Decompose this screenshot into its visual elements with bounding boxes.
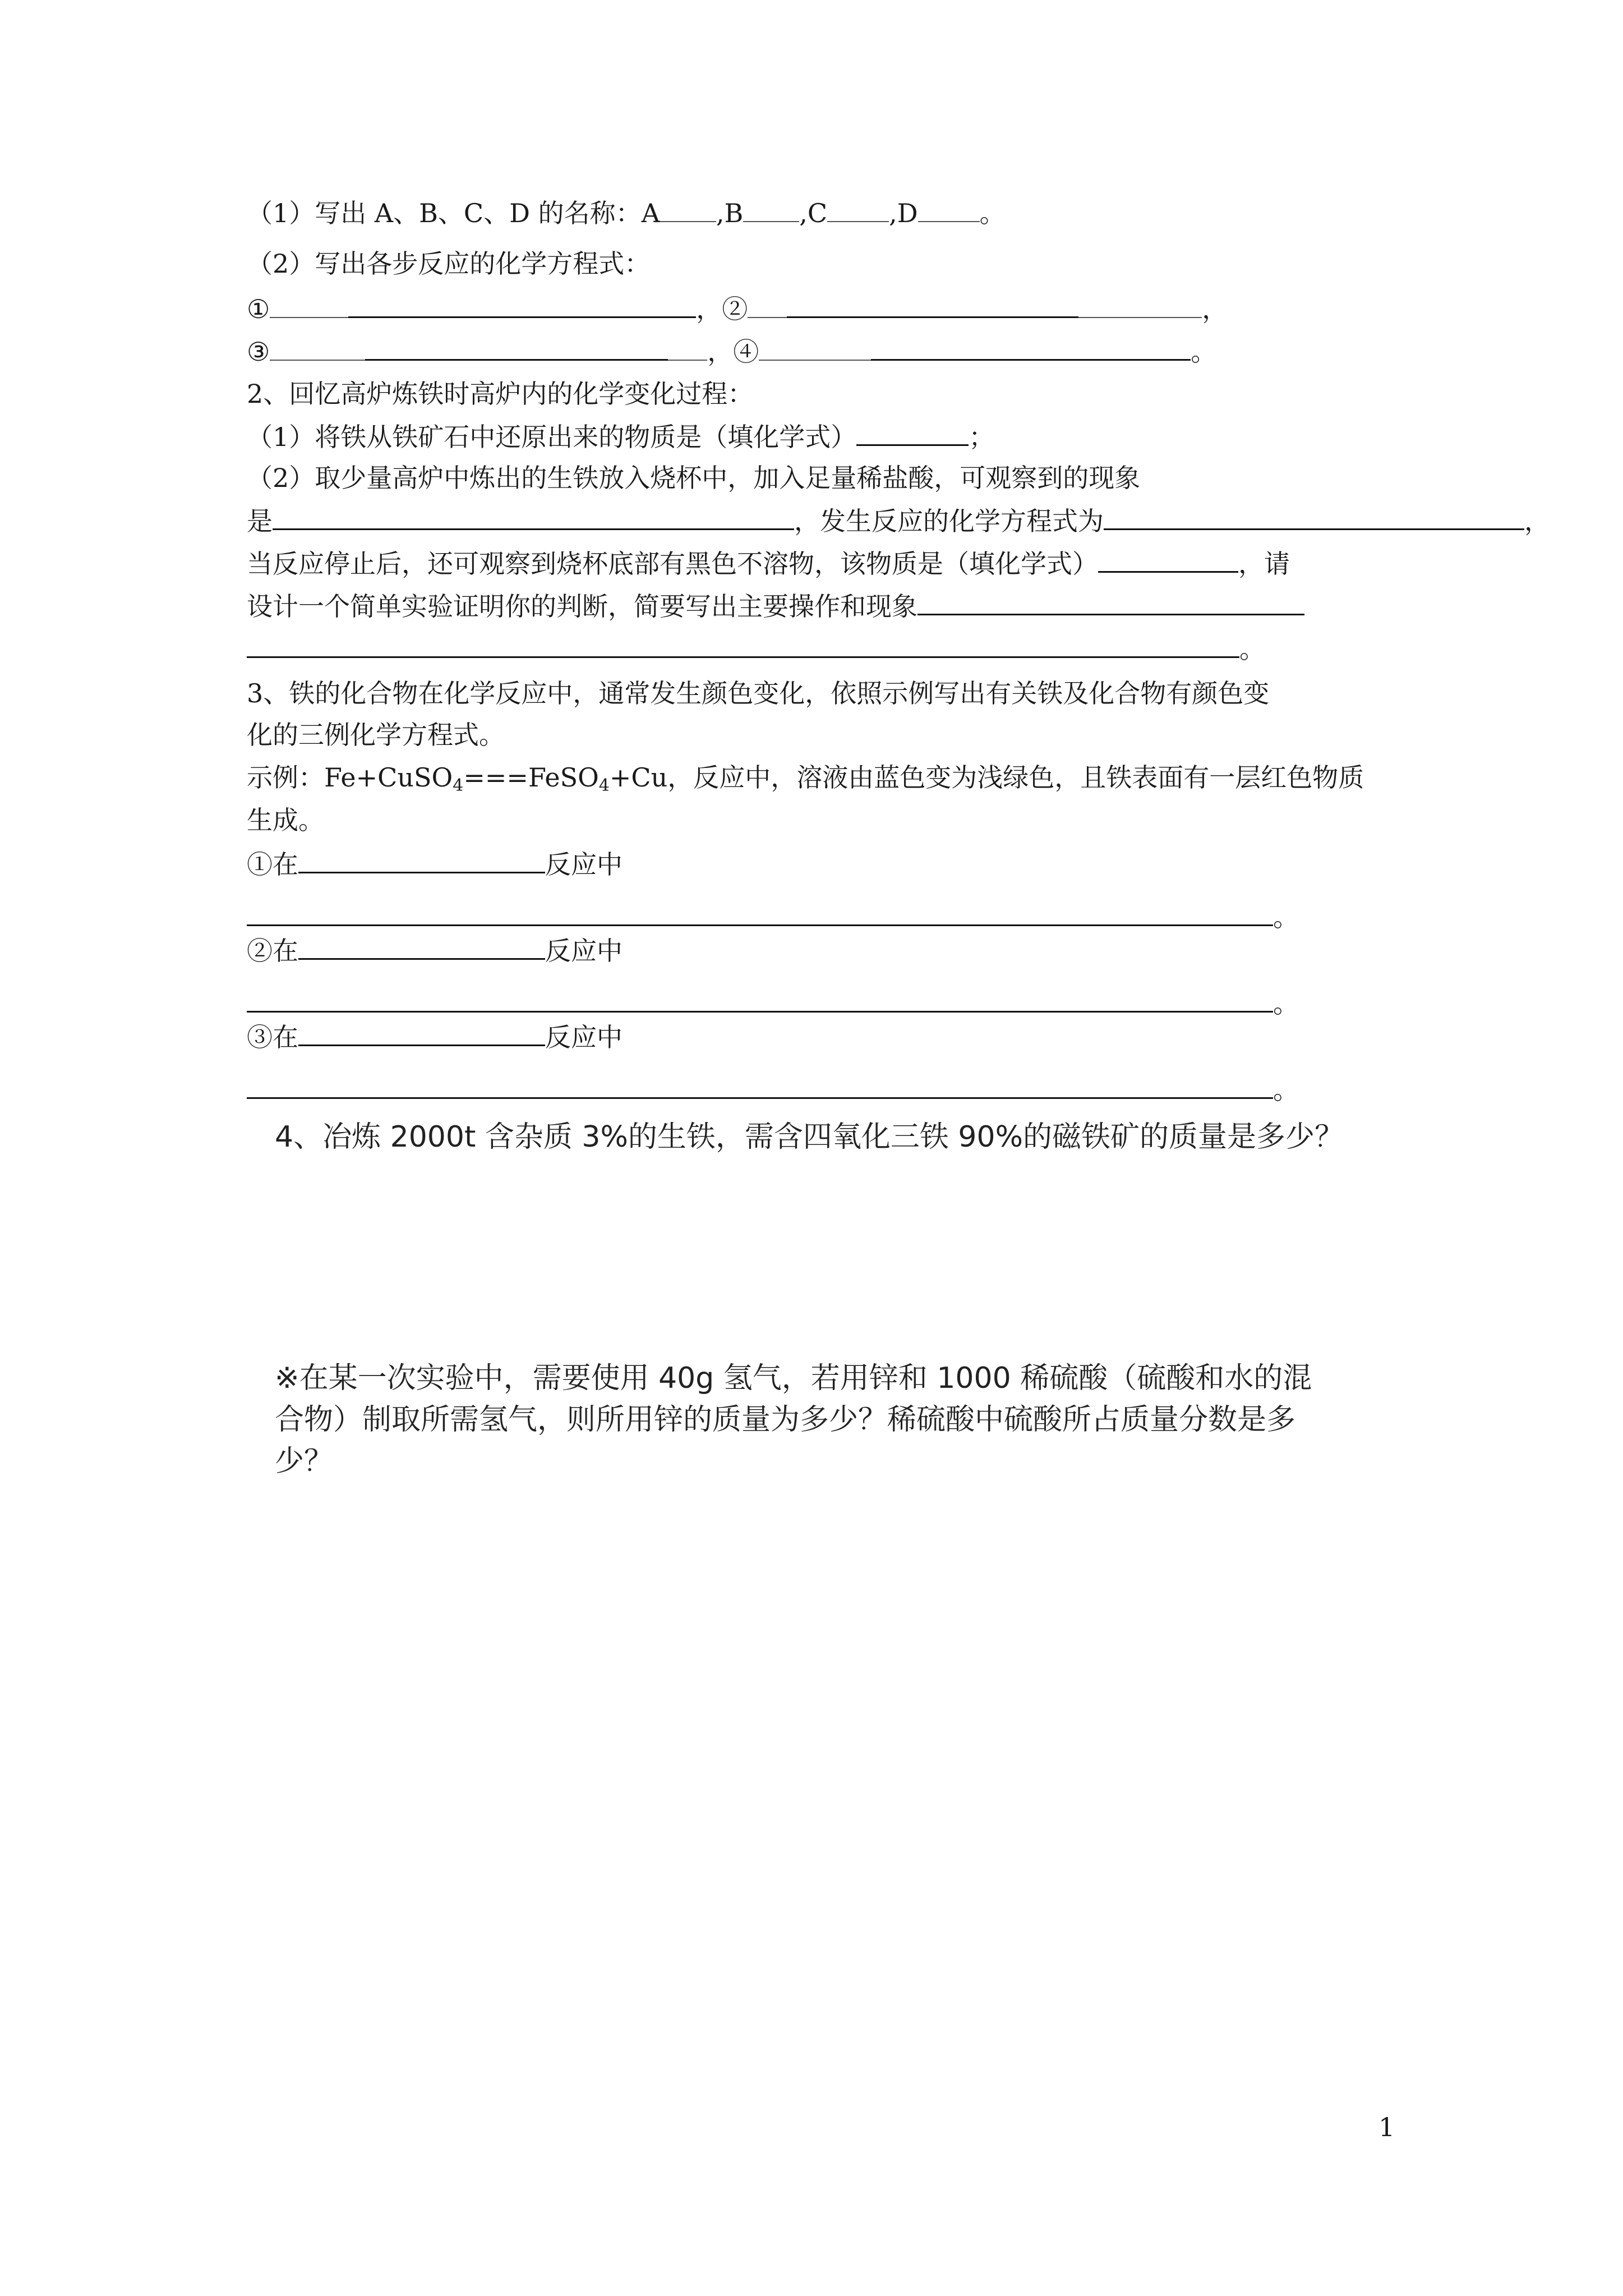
q2-p2-line-b (247, 504, 1550, 538)
eq-comma-2: ， (1202, 294, 1228, 324)
eq-blank-1b[interactable] (348, 292, 696, 318)
q2-equation-blank[interactable] (1104, 504, 1524, 530)
q3-item-1-answer (247, 900, 1299, 934)
blank-b[interactable] (743, 196, 799, 222)
eq-blank-3b[interactable] (365, 334, 668, 361)
eq-marker-2: ② (722, 294, 748, 324)
eq-blank-2a[interactable] (748, 292, 787, 318)
q2-p2c-end: ，请 (1238, 549, 1290, 579)
q3-item-2-post: 反应中 (545, 936, 623, 966)
q2-p1-line (247, 420, 994, 454)
q1-eq-row-1 (247, 292, 1228, 326)
q2-p2b-pre: 是 (247, 506, 273, 536)
q3-item-2-pre: ②在 (247, 936, 298, 966)
q3-title-2: 化的三例化学方程式。 (247, 720, 505, 750)
q2-title: 2、回忆高炉炼铁时高炉内的化学变化过程： (247, 379, 754, 409)
q3-item-3-answer-blank[interactable] (247, 1073, 1273, 1099)
eq-marker-3: ③ (247, 337, 270, 367)
q3-item-1-answer-blank[interactable] (247, 900, 1273, 926)
q2-experiment-blank-2[interactable] (247, 632, 1239, 658)
q1-label-c: ,C (799, 198, 828, 228)
q3-item-1 (247, 847, 623, 881)
q2-p2-line-d (247, 589, 1304, 623)
q2-p2-line-c (247, 546, 1290, 581)
q2-p2c-pre: 当反应停止后，还可观察到烧杯底部有黑色不溶物，该物质是（填化学式） (247, 549, 1098, 579)
q1-label-b: ,B (716, 198, 744, 228)
eq-comma-3: ， (707, 337, 734, 367)
q3-item-2-blank[interactable] (298, 933, 545, 960)
q3-item-2-answer-blank[interactable] (247, 986, 1273, 1013)
eq-blank-2b[interactable] (787, 292, 1078, 318)
q5-line-2: 合物）制取所需氢气，则所用锌的质量为多少？稀硫酸中硫酸所占质量分数是多 (275, 1403, 1296, 1437)
q2-p2d-text: 设计一个简单实验证明你的判断，简要写出主要操作和现象 (247, 591, 917, 622)
eq-blank-2c[interactable] (1078, 292, 1202, 318)
q3-example-sub1: 4 (453, 776, 464, 795)
q3-example-mid: ===FeSO (463, 762, 599, 793)
q2-p1-end: ； (969, 422, 995, 452)
eq-blank-1a[interactable] (270, 292, 348, 318)
q3-item-3-blank[interactable] (298, 1020, 545, 1046)
eq-comma-1: ， (696, 294, 722, 324)
eq-blank-4a[interactable] (759, 335, 871, 361)
q2-p2b-mid: ，发生反应的化学方程式为 (794, 506, 1104, 536)
blank-d[interactable] (918, 196, 980, 222)
q3-item-3-end: 。 (1273, 1075, 1299, 1105)
q1-eq-row-2 (247, 334, 1216, 369)
q1-part1-end: 。 (979, 198, 1006, 228)
q3-item-2-end: 。 (1273, 988, 1299, 1019)
blank-c[interactable] (827, 196, 889, 222)
q3-example-label: 示例：Fe+CuSO (247, 762, 453, 793)
q5-line-1: ※在某一次实验中，需要使用 40g 氢气，若用锌和 1000 稀硫酸（硫酸和水的混 (275, 1361, 1312, 1395)
q2-p2e-end: 。 (1239, 634, 1265, 664)
q2-p1-blank[interactable] (856, 420, 969, 446)
blank-a[interactable] (660, 196, 716, 222)
page-number: 1 (1378, 2112, 1395, 2142)
q3-item-1-post: 反应中 (545, 849, 623, 880)
q3-item-2-answer (247, 986, 1299, 1020)
eq-marker-4: ④ (733, 337, 759, 367)
q3-item-3-post: 反应中 (545, 1022, 623, 1052)
q2-residue-blank[interactable] (1098, 546, 1238, 573)
eq-marker-1: ① (247, 294, 270, 324)
q3-item-3-answer (247, 1073, 1299, 1107)
q3-example-2: 生成。 (247, 805, 324, 835)
q5-line-3: 少？ (275, 1444, 334, 1478)
q3-example-sub2: 4 (598, 776, 610, 795)
q3-item-2 (247, 933, 623, 968)
q2-p2b-end: ， (1524, 506, 1550, 536)
q2-phenomenon-blank[interactable] (273, 504, 794, 530)
q3-item-3-pre: ③在 (247, 1022, 298, 1052)
q2-p1-text: （1）将铁从铁矿石中还原出来的物质是（填化学式） (247, 422, 857, 452)
q1-label-d: ,D (889, 198, 918, 228)
q3-example-rest: +Cu，反应中，溶液由蓝色变为浅绿色，且铁表面有一层红色物质 (609, 762, 1364, 793)
eq-blank-3a[interactable] (270, 335, 365, 361)
q1-part2-line: （2）写出各步反应的化学方程式： (247, 249, 651, 279)
q2-p2-line-e (247, 632, 1265, 666)
q1-part1-prefix: （1）写出 A、B、C、D 的名称：A (247, 198, 660, 228)
q4-question: 4、冶炼 2000t 含杂质 3%的生铁，需含四氧化三铁 90%的磁铁矿的质量是多少？ (275, 1120, 1344, 1154)
q3-item-1-pre: ①在 (247, 849, 298, 880)
q1-part1-line (247, 196, 1006, 230)
q3-item-1-end: 。 (1273, 902, 1299, 932)
q3-title-1: 3、铁的化合物在化学反应中，通常发生颜色变化，依照示例写出有关铁及化合物有颜色变 (247, 678, 1270, 708)
q2-experiment-blank[interactable] (917, 589, 1304, 615)
eq-period: 。 (1191, 337, 1217, 367)
eq-blank-4b[interactable] (871, 334, 1191, 361)
q2-p2-line-a: （2）取少量高炉中炼出的生铁放入烧杯中，加入足量稀盐酸，可观察到的现象 (247, 463, 1141, 493)
q3-example (247, 761, 1364, 803)
eq-blank-3c[interactable] (668, 335, 707, 361)
q3-item-3 (247, 1020, 623, 1054)
q3-item-1-blank[interactable] (298, 847, 545, 873)
